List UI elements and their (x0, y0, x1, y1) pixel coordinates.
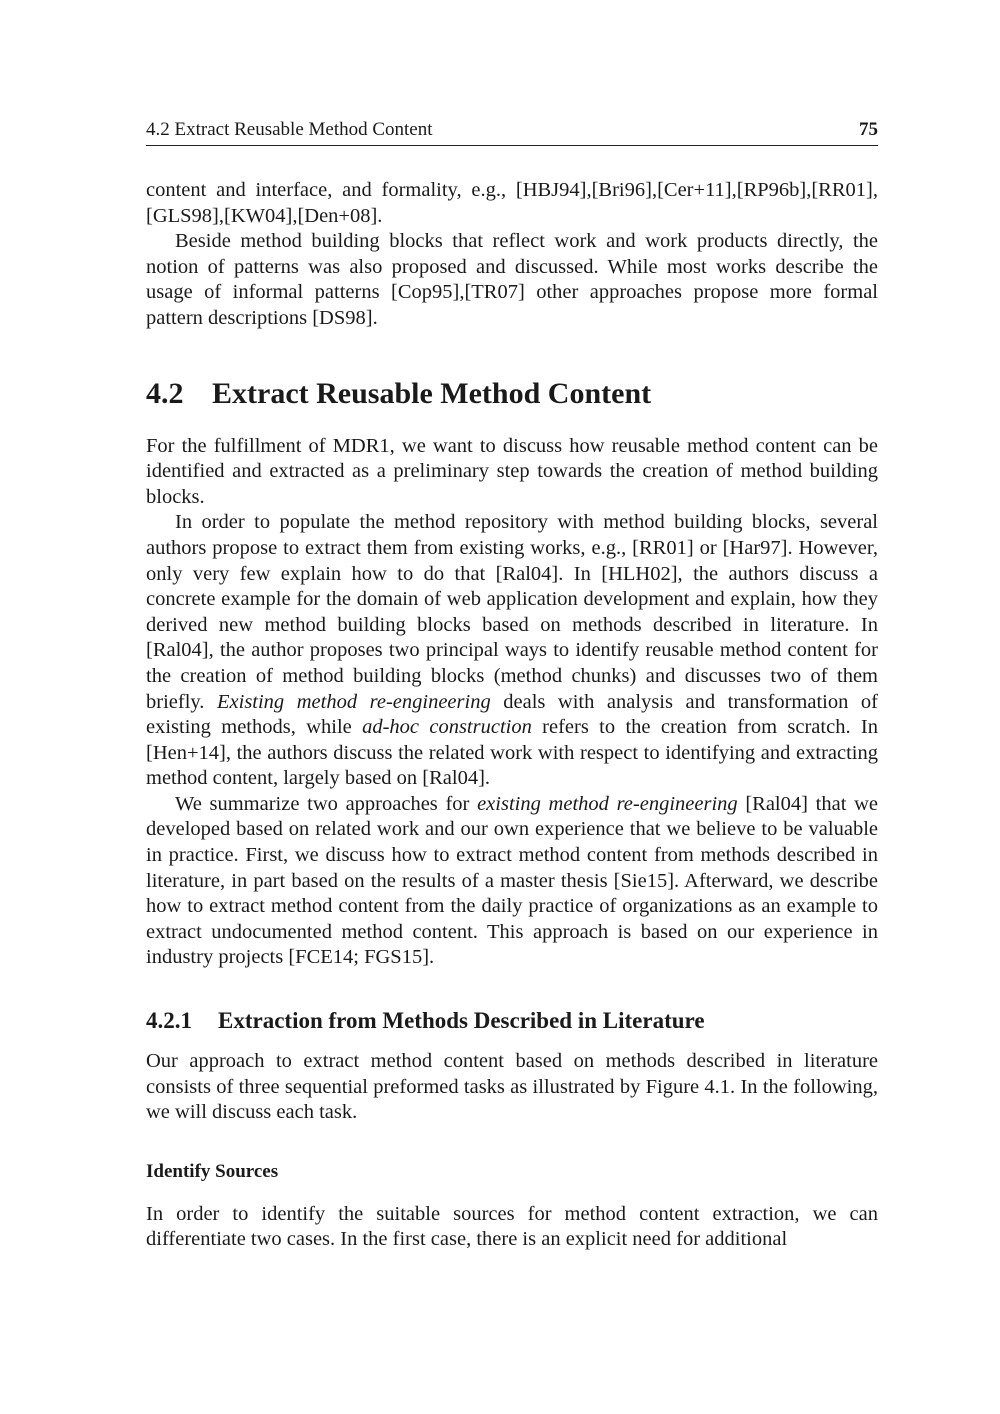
emphasis-text: existing method re-engineering (477, 792, 738, 815)
text-run: refers to the creation from scratch. In [Hen+14], the authors discuss the related work with respect to identifying and extracting method content, largely based on [Ral04]. (146, 716, 878, 790)
intro-paragraph-2: Beside method building blocks that reflect work and work products directly, the notion of patterns was also proposed and discussed. While most works describe the usage of informal patterns [Cop95],[TR07] other approaches propose more formal pattern descriptions [DS98]. (146, 230, 878, 329)
section-heading (146, 376, 878, 412)
paragraph-text-1: In order to identify the suitable sources for method content extraction, we can differentiate two cases. In the first case, there is an explicit need for additional (146, 1202, 878, 1251)
paragraph-heading: Identify Sources (146, 1160, 279, 1182)
subsection-title: Extraction from Methods Described in Literature (218, 1008, 705, 1034)
intro-paragraph-1: content and interface, and formality, e.g., [HBJ94],[Bri96],[Cer+11],[RP96b],[RR01], [GLS98],[KW04],[Den+08]. (146, 179, 878, 227)
text-run: In order to populate the method repository with method building blocks, several authors propose to extract them from existing works, e.g., [RR01] or [Har97]. However, only very few explain how to do that [Ral04]. In [HLH02], the authors discuss a concrete example for the domain of web application development and explain, how they derived new method building blocks based on methods described in literature. In [Ral04], the author proposes two principal ways to identify reusable method content for the creation of method building blocks (method chunks) and discusses two of them briefly. (146, 511, 878, 713)
section-title: Extract Reusable Method Content (212, 376, 652, 410)
subsection-heading (146, 1007, 878, 1035)
document-page (146, 118, 878, 1253)
page-number: 75 (859, 119, 878, 140)
text-run: We summarize two approaches for (175, 792, 478, 815)
section-paragraph-3 (146, 792, 878, 971)
emphasis-text: Existing method re-engineering (217, 690, 491, 713)
emphasis-text: ad-hoc construction (362, 716, 532, 739)
section-number: 4.2 (146, 376, 184, 410)
subsection-number: 4.2.1 (146, 1008, 192, 1034)
text-run: deals with analysis and transformation of existing methods, while (146, 690, 879, 739)
text-run: [Ral04] that we developed based on related work and our own experience that we believe to be valuable in practice. First, we discuss how to extract method content from methods described in literature, in part based on the results of a master thesis [Sie15]. Afterward, we describe how to extract method content from the daily practice of organizations as an example to extract undocumented method content. This approach is based on our experience in industry projects [FCE14; FGS15]. (146, 792, 878, 969)
running-title: 4.2 Extract Reusable Method Content (146, 119, 433, 140)
running-header (146, 118, 878, 146)
subsection-paragraph-1: Our approach to extract method content based on methods described in literature consists of three sequential preformed tasks as illustrated by Figure 4.1. In the following, we will discuss each task. (146, 1050, 878, 1124)
section-paragraph-1: For the fulfillment of MDR1, we want to discuss how reusable method content can be identified and extracted as a preliminary step towards the creation of method building blocks. (146, 434, 878, 508)
section-paragraph-2 (146, 510, 878, 792)
